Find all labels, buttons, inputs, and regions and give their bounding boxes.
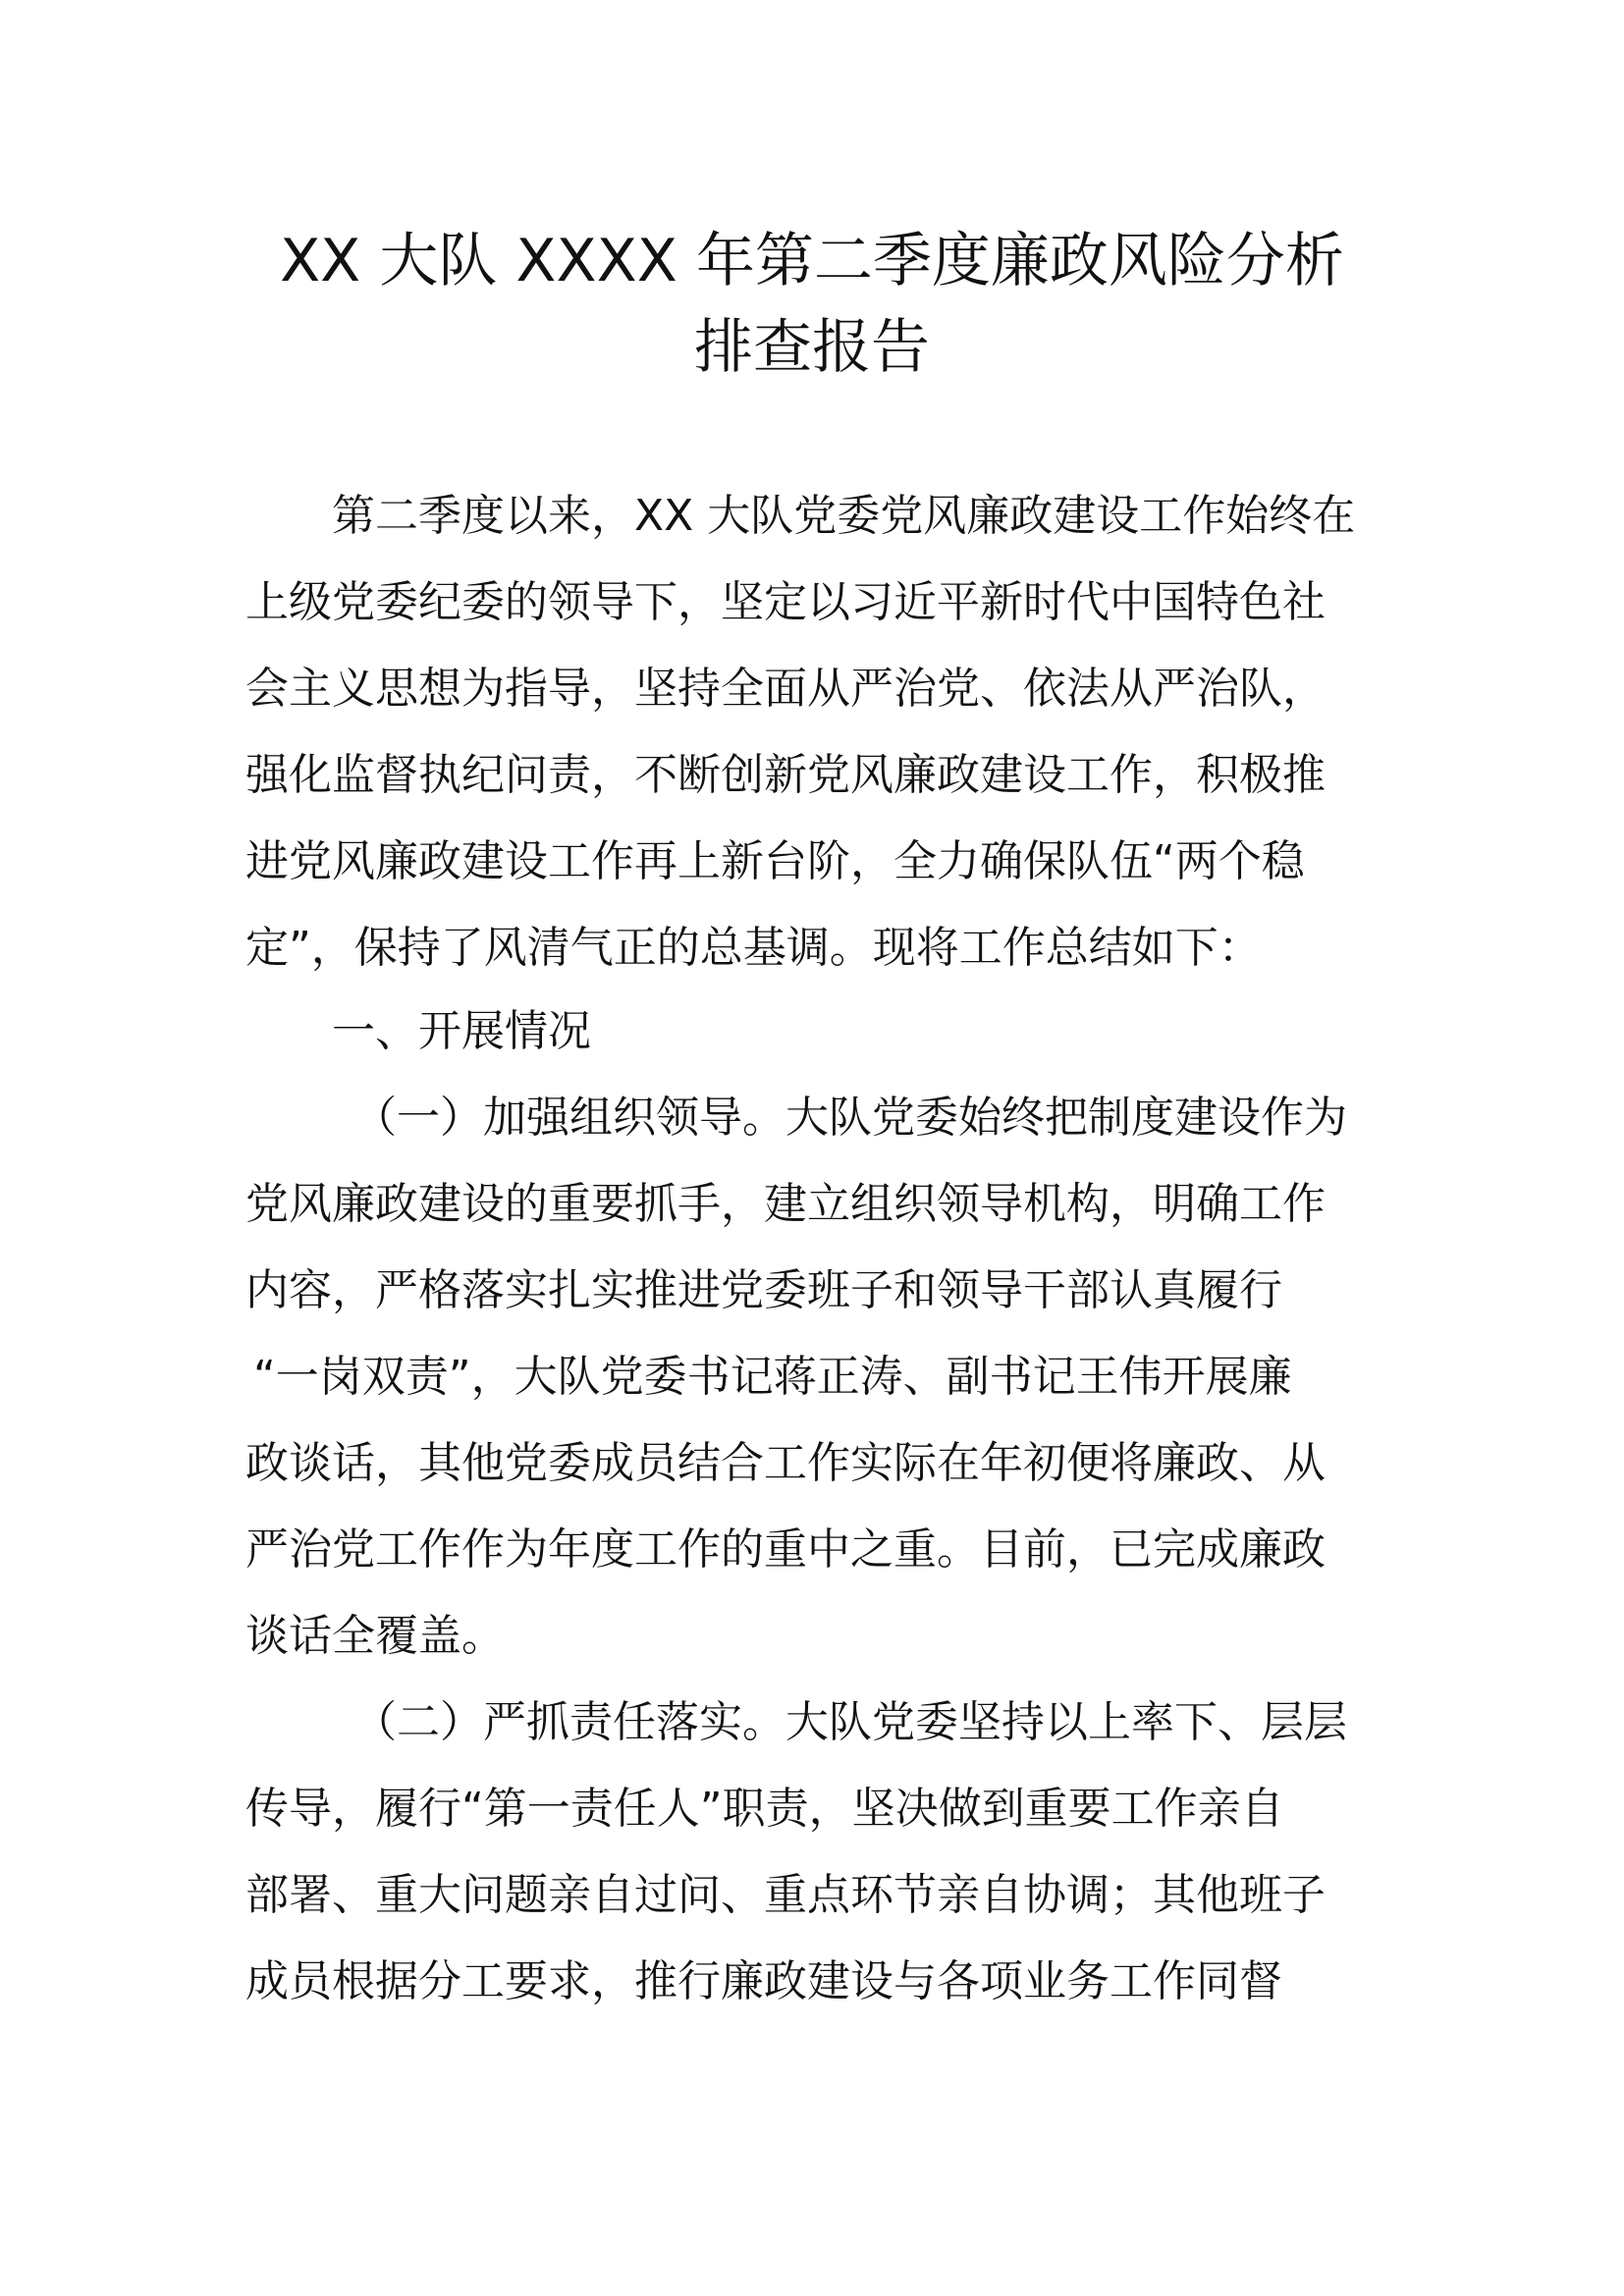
paragraph-line: 定”，保持了风清气正的总基调。现将工作总结如下：	[245, 923, 1262, 973]
document-title-line-1: XX 大队 XXXX 年第二季度廉政风险分析	[280, 227, 1344, 295]
document-title-line-2: 排查报告	[694, 313, 930, 382]
paragraph-line: 严治党工作作为年度工作的重中之重。目前，已完成廉政	[245, 1524, 1326, 1575]
paragraph-line: 谈话全覆盖。	[245, 1611, 505, 1661]
paragraph-line: 进党风廉政建设工作再上新台阶，全力确保队伍“两个稳	[245, 836, 1305, 886]
paragraph-line: 第二季度以来，XX 大队党委党风廉政建设工作始终在	[332, 491, 1356, 541]
paragraph-line: （二）严抓责任落实。大队党委坚持以上率下、层层	[353, 1697, 1347, 1747]
paragraph-line: 内容，严格落实扎实推进党委班子和领导干部认真履行	[245, 1265, 1282, 1315]
paragraph-line: 成员根据分工要求，推行廉政建设与各项业务工作同督	[245, 1956, 1282, 2006]
paragraph-line: “一岗双责”，大队党委书记蒋正涛、副书记王伟开展廉	[253, 1352, 1292, 1402]
section-heading: 一、开展情况	[332, 1006, 591, 1056]
paragraph-line: 政谈话，其他党委成员结合工作实际在年初便将廉政、从	[245, 1438, 1326, 1488]
paragraph-line: 上级党委纪委的领导下，坚定以习近平新时代中国特色社	[245, 577, 1326, 627]
paragraph-line: （一）加强组织领导。大队党委始终把制度建设作为	[353, 1093, 1347, 1143]
paragraph-line: 强化监督执纪问责，不断创新党风廉政建设工作，积极推	[245, 750, 1326, 800]
paragraph-line: 部署、重大问题亲自过问、重点环节亲自协调；其他班子	[245, 1870, 1326, 1920]
paragraph-line: 会主义思想为指导，坚持全面从严治党、依法从严治队，	[245, 664, 1326, 714]
paragraph-line: 传导，履行“第一责任人”职责，坚决做到重要工作亲自	[245, 1784, 1284, 1834]
paragraph-line: 党风廉政建设的重要抓手，建立组织领导机构，明确工作	[245, 1179, 1326, 1229]
